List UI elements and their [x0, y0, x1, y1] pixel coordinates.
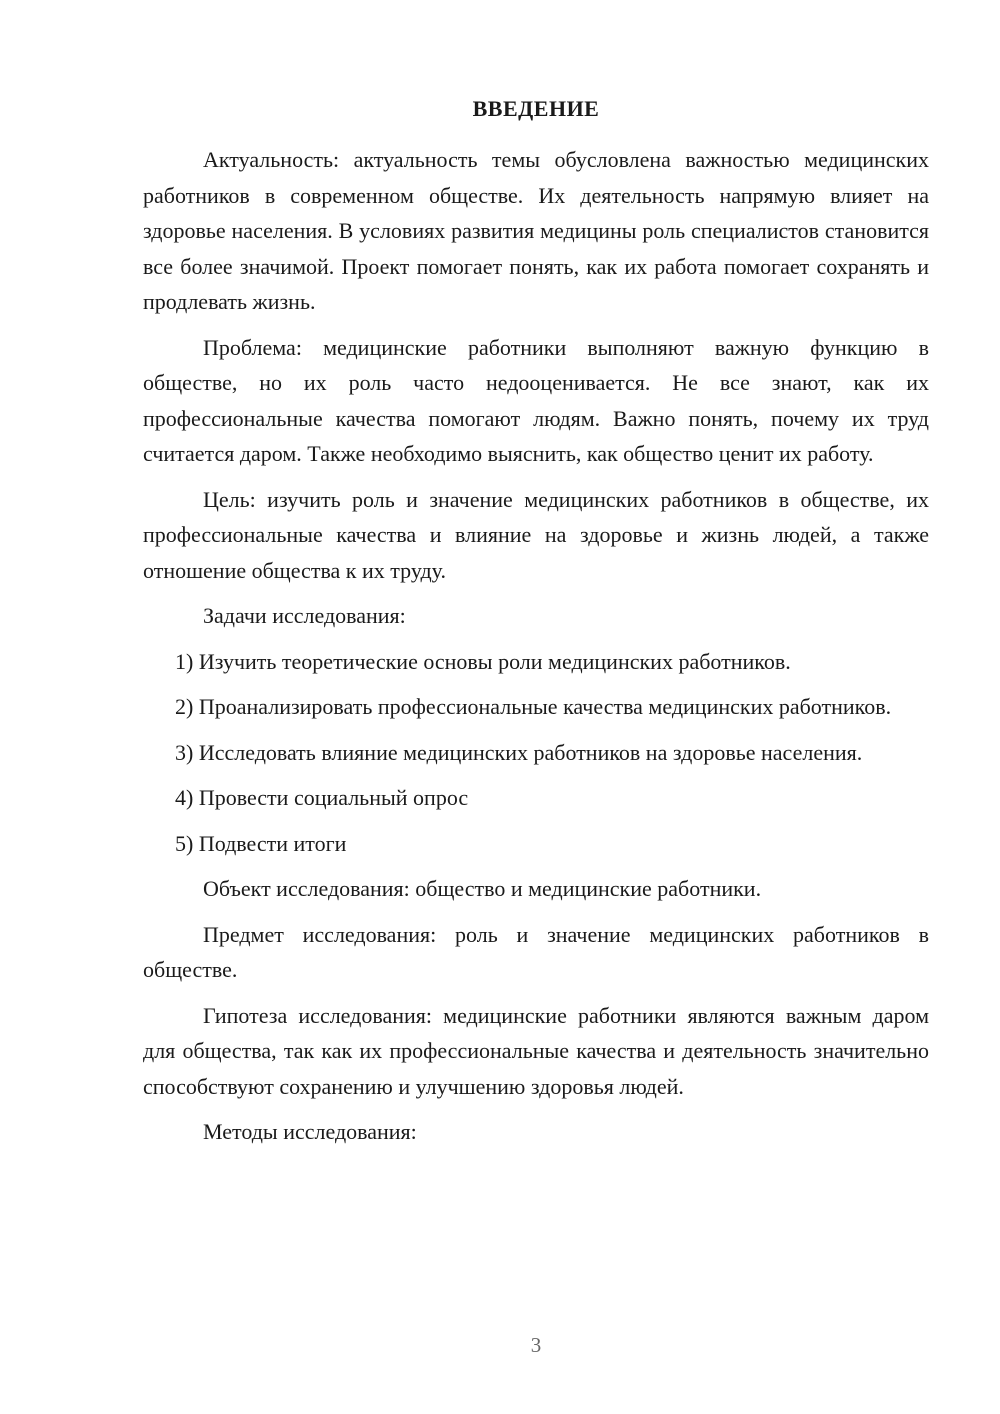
- paragraph-methods-heading: Методы исследования:: [203, 1119, 417, 1144]
- list-item: 3) Исследовать влияние медицинских работников на здоровье населения.: [175, 739, 863, 765]
- paragraph-problem: Проблема: медицинские работники выполняют важную функцию в обществе, но их роль часто недооценивается. Не все знают, как их профессиональные качества помогают людям. Важно понять, почему их труд считается даром. Также необходимо выяснить, как общество ценит их работу.: [143, 334, 929, 466]
- paragraph-object: Объект исследования: общество и медицинские работники.: [203, 876, 762, 901]
- paragraph-hypothesis: Гипотеза исследования: медицинские работники являются важным даром для общества, так как их профессиональные качества и деятельность значительно способствуют сохранению и улучшению здоровья людей.: [143, 1002, 929, 1099]
- list-item: 1) Изучить теоретические основы роли медицинских работников.: [175, 648, 791, 674]
- paragraph-relevance: Актуальность: актуальность темы обусловлена важностью медицинских работников в современном обществе. Их деятельность напрямую влияет на здоровье населения. В условиях развития медицины роль специалистов становится все более значимой. Проект помогает понять, как их работа помогает сохранять и продлевать жизнь.: [143, 147, 929, 314]
- list-item: 2) Проанализировать профессиональные качества медицинских работников.: [175, 694, 892, 719]
- page-title: ВВЕДЕНИЕ: [472, 96, 600, 121]
- document-body: [143, 142, 929, 1160]
- list-item: 4) Провести социальный опрос: [175, 785, 469, 810]
- paragraph-tasks-heading: Задачи исследования:: [203, 603, 406, 628]
- list-item: 5) Подвести итоги: [175, 830, 347, 856]
- paragraph-goal: Цель: изучить роль и значение медицинских работников в обществе, их профессиональные качества и влияние на здоровье и жизнь людей, а также отношение общества к их труду.: [143, 486, 929, 583]
- paragraph-subject: Предмет исследования: роль и значение медицинских работников в обществе.: [143, 921, 929, 982]
- page-number: 3: [530, 1333, 542, 1357]
